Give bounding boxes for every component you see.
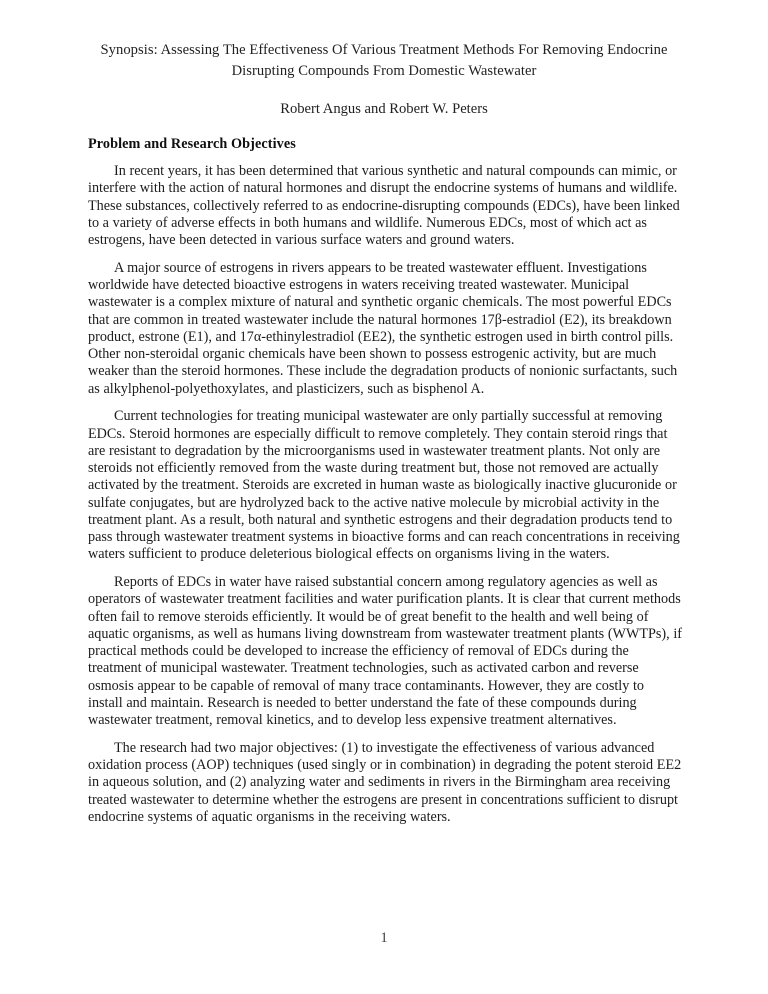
body-paragraph: In recent years, it has been determined that various synthetic and natural compounds can mimic, or interfere with the action of natural hormones and disrupt the endocrine systems of humans and wildlife. These substances, collectively referred to as endocrine-disrupting compounds (EDCs), have been linked to a variety of adverse effects in both humans and wildlife. Numerous EDCs, most of which act as estrogens, have been detected in various surface waters and ground waters. [88,163,680,249]
body-paragraph: A major source of estrogens in rivers appears to be treated wastewater effluent. Investigations worldwide have detected bioactive estrogens in waters receiving treated wastewater. Municipal wastewater is a complex mixture of natural and synthetic organic chemicals. The most powerful EDCs that are common in treated wastewater include the natural hormones 17β-estradiol (E2), its breakdown product, estrone (E1), and 17α-ethinylestradiol (EE2), the synthetic estrogen used in birth control pills. Other non-steroidal organic chemicals have been shown to possess estrogenic activity, but are much weaker than the steroid hormones. These include the degradation products of nonionic surfactants, such as alkylphenol-polyethoxylates, and plasticizers, such as bisphenol A. [88,259,678,397]
document-title-line-2: Disrupting Compounds From Domestic Wastewater [231,62,537,79]
document-title-line-1: Synopsis: Assessing The Effectiveness Of Various Treatment Methods For Removing Endocrine [100,42,668,58]
body-paragraph: The research had two major objectives: (1) to investigate the effectiveness of various advanced oxidation process (AOP) techniques (used singly or in combination) in degrading the potent steroid EE2 in aqueous solution, and (2) analyzing water and sediments in rivers in the Birmingham area receiving treated wastewater to determine whether the estrogens are present in concentrations sufficient to disrupt endocrine systems of aquatic organisms in the receiving waters. [88,739,682,825]
section-heading: Problem and Research Objectives [88,136,296,152]
document-title [88,40,680,81]
page-number: 1 [380,930,388,946]
title-block [88,40,680,120]
body-paragraph: Reports of EDCs in water have raised substantial concern among regulatory agencies as well as operators of wastewater treatment facilities and water purification plants. It is clear that current methods often fail to remove steroids efficiently. It would be of great benefit to the health and well being of aquatic organisms, as well as humans living downstream from wastewater treatment plants (WWTPs), if practical methods could be developed to increase the efficiency of removal of EDCs during the treatment of municipal wastewater. Treatment technologies, such as activated carbon and reverse osmosis appear to be capable of removal of many trace contaminants. However, they are costly to install and maintain. Research is needed to better understand the fate of these compounds during wastewater treatment, removal kinetics, and to develop less expensive treatment alternatives. [88,574,683,729]
body-paragraph: Current technologies for treating municipal wastewater are only partially successful at removing EDCs. Steroid hormones are especially difficult to remove completely. They contain steroid rings that are resistant to degradation by the microorganisms used in wastewater treatment plants. Not only are steroids not efficiently removed from the waste during treatment but, those not removed are actually activated by the treatment. Steroids are excreted in human waste as biologically inactive glucuronide or sulfate conjugates, but are hydrolyzed back to the active native molecule by microbial activity in the treatment plant. As a result, both natural and synthetic estrogens and their degradation products tend to pass through wastewater treatment systems in bioactive forms and can reach concentrations in receiving waters sufficient to produce deleterious biological effects on organisms living in the waters. [88,408,680,563]
document-authors: Robert Angus and Robert W. Peters [280,101,488,117]
document-body [88,136,682,826]
